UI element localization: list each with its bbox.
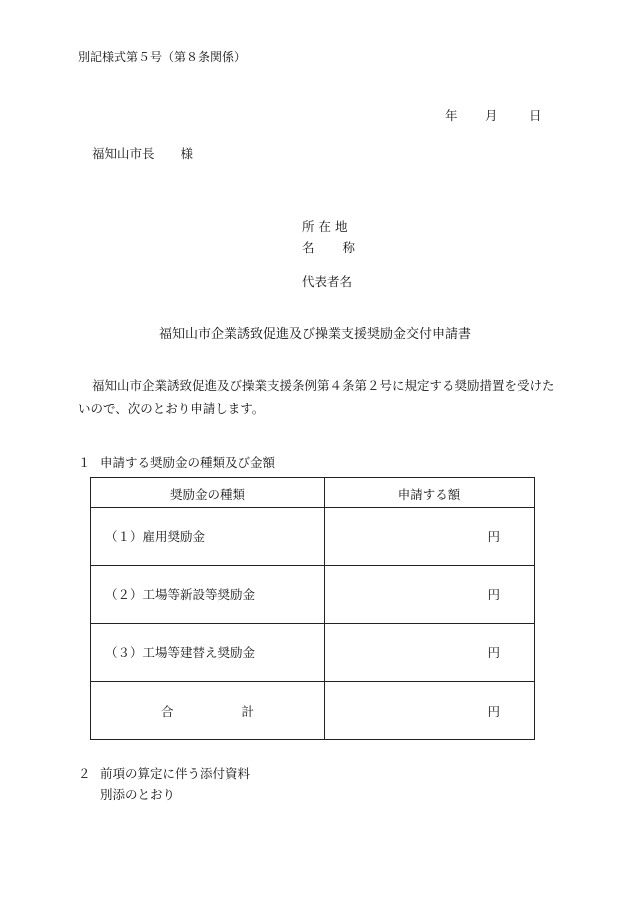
section-1-number: １ xyxy=(78,455,91,470)
table-row-label: （３）工場等建替え奨励金 xyxy=(105,645,256,660)
applicant-address-label: 所在地 xyxy=(302,219,352,234)
table-total-unit: 円 xyxy=(487,704,500,719)
table-row xyxy=(91,507,534,566)
date-line xyxy=(445,110,542,123)
table-row-unit: 円 xyxy=(487,645,500,660)
section-2-heading xyxy=(78,768,250,781)
table-total-label xyxy=(91,706,324,719)
table-row xyxy=(91,565,534,624)
table-total-label-2: 計 xyxy=(241,704,255,719)
table-row xyxy=(91,623,534,682)
award-table xyxy=(90,477,535,740)
form-number: 別記様式第５号（第８条関係） xyxy=(78,50,247,64)
section-2-title: 前項の算定に伴う添付資料 xyxy=(100,766,251,781)
section-2-number: ２ xyxy=(78,766,91,781)
table-row-label: （１）雇用奨励金 xyxy=(105,529,206,544)
table-row-label: （２）工場等新設等奨励金 xyxy=(105,587,256,602)
table-total-row xyxy=(91,681,534,740)
table-row-unit: 円 xyxy=(487,529,500,544)
table-header-type: 奨励金の種類 xyxy=(169,487,245,502)
applicant-name-label xyxy=(302,242,355,255)
body-text: 福知山市企業誘致促進及び操業支援条例第４条第２号に規定する奨励措置を受けたいので、次のとおり申請します。 xyxy=(78,378,555,416)
applicant-name-label-1: 名 xyxy=(302,240,315,255)
section-2-body: 別添のとおり xyxy=(100,787,176,802)
section-1-heading xyxy=(78,457,275,470)
applicant-name-label-2: 称 xyxy=(342,240,356,255)
table-header-amount: 申請する額 xyxy=(397,487,461,502)
addressee xyxy=(92,148,193,161)
document-title: 福知山市企業誘致促進及び操業支援奨励金交付申請書 xyxy=(158,327,471,342)
addressee-honorific: 様 xyxy=(180,146,194,161)
table-total-label-1: 合 xyxy=(160,704,174,719)
applicant-representative-label: 代表者名 xyxy=(302,274,353,289)
addressee-name: 福知山市長 xyxy=(92,146,155,161)
section-1-title: 申請する奨励金の種類及び金額 xyxy=(100,455,276,470)
date-month-label: 月 xyxy=(485,108,498,123)
table-row-unit: 円 xyxy=(487,587,500,602)
date-year-label: 年 xyxy=(445,108,458,123)
date-day-label: 日 xyxy=(529,108,542,123)
